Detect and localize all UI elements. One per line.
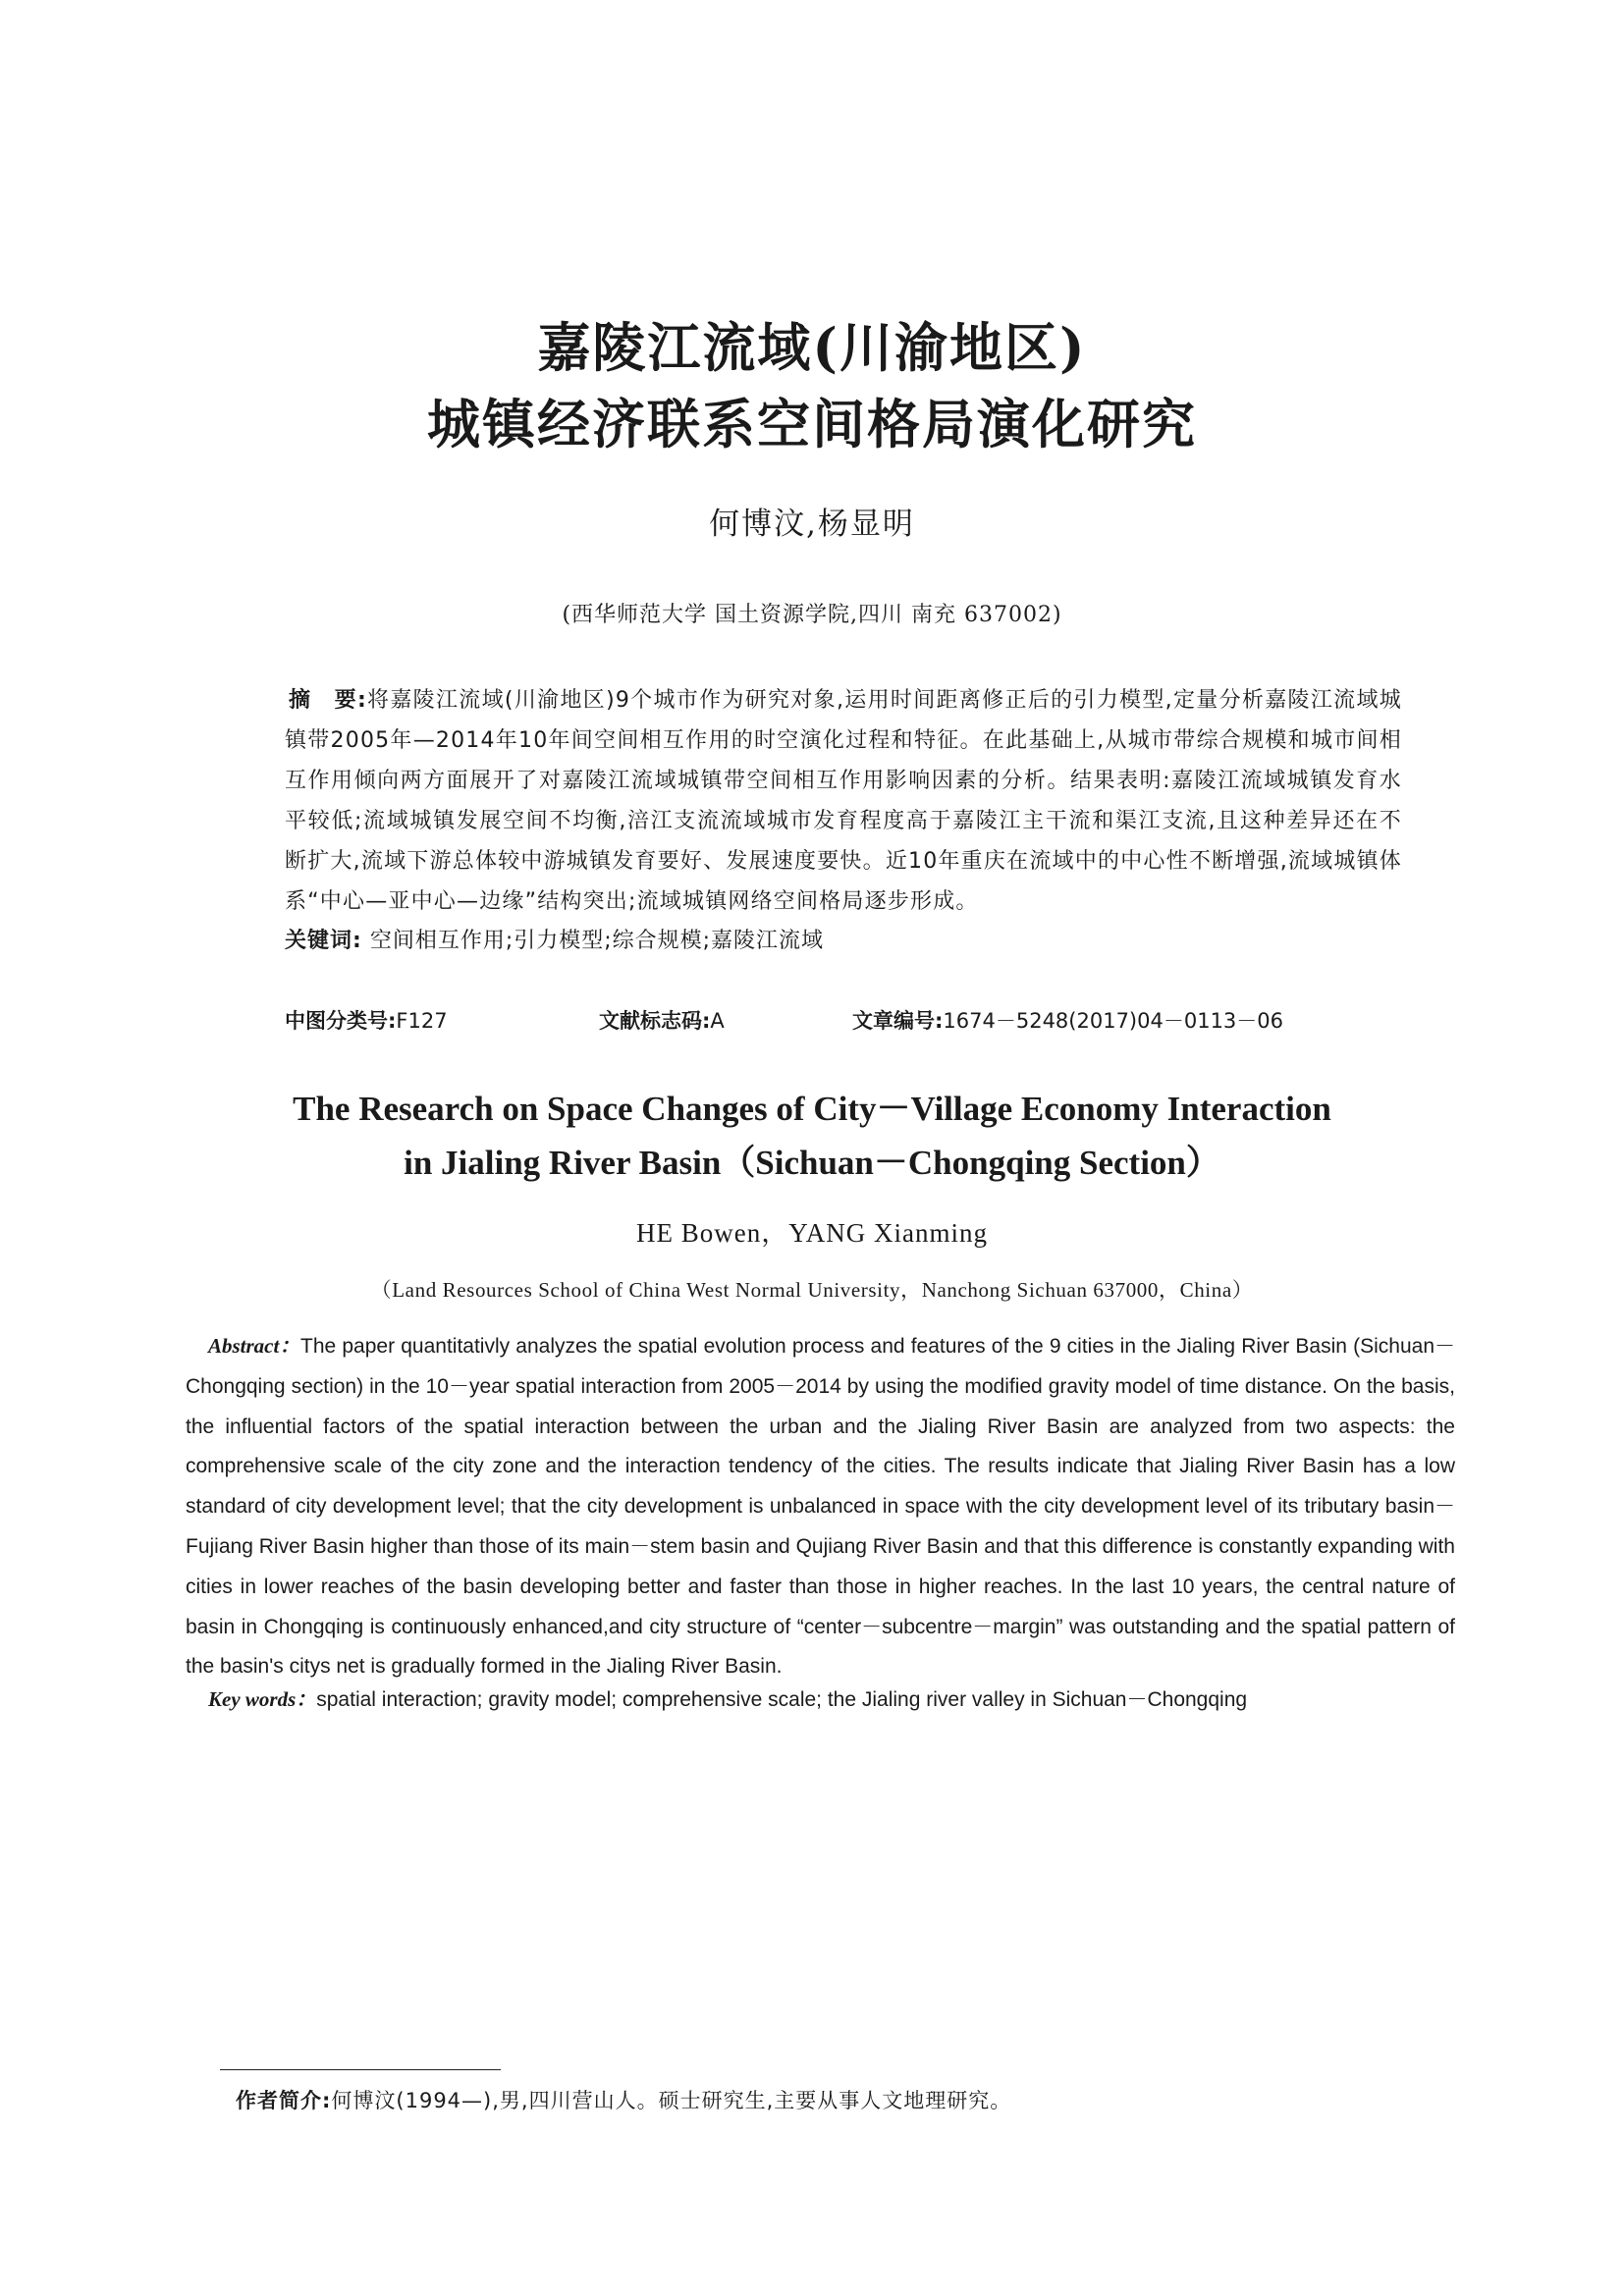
english-keywords-text: spatial interaction; gravity model; comprehensive scale; the Jialing river valley in Sichuan－Chongqing (316, 1688, 1248, 1711)
footnote-label: 作者简介: (236, 2089, 332, 2112)
clc-number (285, 1005, 448, 1035)
clc-value: F127 (396, 1009, 448, 1033)
chinese-keywords-text: 空间相互作用;引力模型;综合规模;嘉陵江流域 (369, 929, 825, 953)
article-number-value: 1674－5248(2017)04－0113－06 (943, 1009, 1284, 1033)
english-abstract-label: Abstract： (208, 1334, 301, 1358)
english-authors: HE Bowen，YANG Xianming (636, 1218, 988, 1248)
english-abstract (186, 1326, 1455, 1687)
document-code-value: A (710, 1009, 725, 1033)
chinese-title-line-1: 嘉陵江流域(川渝地区) (537, 316, 1087, 379)
english-abstract-text: The paper quantitativly analyzes the spatial evolution process and features of the 9 cities in the Jialing River Basin (Sichuan－Chongqing section) in the 10－year spatial interaction from 2005－2014 by using the modified gravity model of time distance. On the basis, the influential factors of the spatial interaction between the urban and the Jialing River Basin are analyzed from two aspects: the comprehensive scale of the city zone and the interaction tendency of the cities. The results indicate that Jialing River Basin has a low standard of city development level; that the city development is unbalanced in space with the city development level of its tributary basin－Fujiang River Basin higher than those of its main－stem basin and Qujiang River Basin and that this difference is constantly expanding with cities in lower reaches of the basin developing better and faster than those in higher reaches. In the last 10 years, the central nature of basin in Chongqing is continuously enhanced,and city structure of “center－subcentre－margin” was outstanding and the spatial pattern of the basin's citys net is gradually formed in the Jialing River Basin. (186, 1335, 1456, 1679)
document-code (599, 1005, 725, 1035)
chinese-abstract (285, 680, 1402, 922)
chinese-keywords (285, 924, 824, 954)
chinese-affiliation: (西华师范大学 国土资源学院,四川 南充 637002) (562, 603, 1062, 627)
document-code-label: 文献标志码: (599, 1009, 711, 1033)
chinese-abstract-label: 摘 要: (289, 688, 367, 713)
english-keywords (208, 1683, 1247, 1713)
footnote-text: 何博汶(1994—),男,四川营山人。硕士研究生,主要从事人文地理研究。 (331, 2089, 1012, 2112)
english-affiliation: （Land Resources School of China West Normal University，Nanchong Sichuan 637000，China） (370, 1278, 1254, 1302)
english-keywords-label: Key words： (208, 1687, 317, 1711)
chinese-authors: 何博汶,杨显明 (709, 507, 915, 542)
chinese-title-line-2: 城镇经济联系空间格局演化研究 (427, 393, 1197, 455)
chinese-keywords-label: 关键词: (285, 929, 362, 953)
clc-label: 中图分类号: (285, 1009, 397, 1033)
footnote-divider (220, 2069, 501, 2070)
english-title-line-1: The Research on Space Changes of City－Village Economy Interaction (293, 1090, 1331, 1128)
author-footnote (236, 2085, 1011, 2114)
article-number-label: 文章编号: (852, 1009, 944, 1033)
chinese-abstract-text: 将嘉陵江流域(川渝地区)9个城市作为研究对象,运用时间距离修正后的引力模型,定量分析嘉陵江流域城镇带2005年—2014年10年间空间相互作用的时空演化过程和特征。在此基础上,从城市带综合规模和城市间相互作用倾向两方面展开了对嘉陵江流域城镇带空间相互作用影响因素的分析。结果表明:嘉陵江流域城镇发育水平较低;流域城镇发展空间不均衡,涪江支流流域城市发育程度高于嘉陵江主干流和渠江支流,且这种差异还在不断扩大,流域下游总体较中游城镇发育要好、发展速度要快。近10年重庆在流域中的中心性不断增强,流域城镇体系“中心—亚中心—边缘”结构突出;流域城镇网络空间格局逐步形成。 (285, 688, 1402, 914)
english-title-line-2: in Jialing River Basin（Sichuan－Chongqing Section） (404, 1144, 1220, 1182)
article-number (852, 1005, 1283, 1035)
